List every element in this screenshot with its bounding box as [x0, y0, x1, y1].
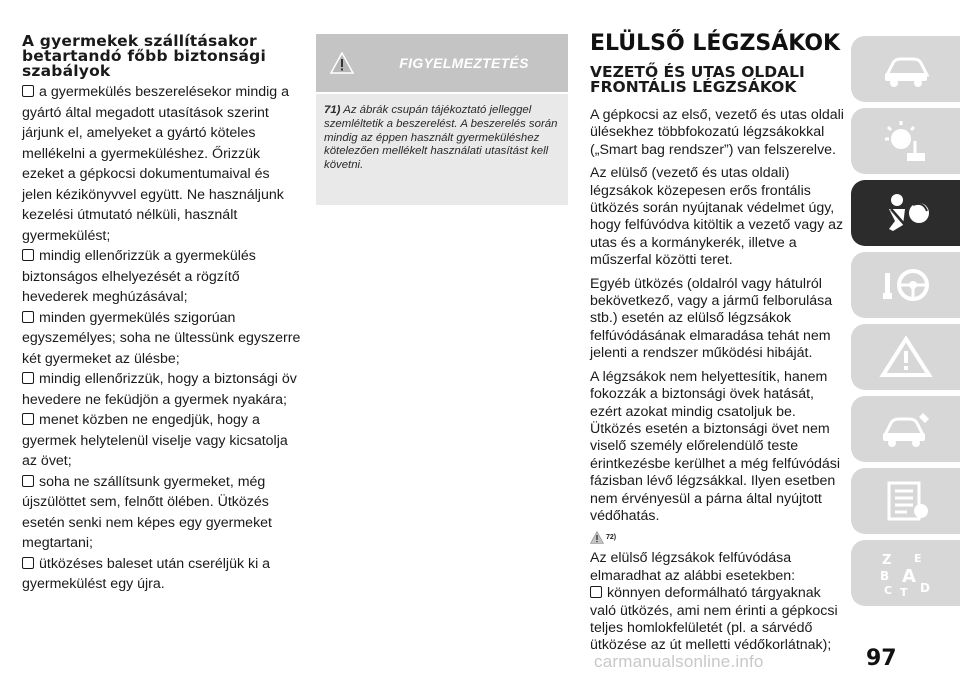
- checkbox-bullet-icon: [22, 413, 34, 425]
- paragraph: A gépkocsi az első, vezető és utas oldali ülésekhez többfokozatú légzsákokkal („Smart bag rendszer”) van felszerelve.: [590, 107, 844, 158]
- reference-number: 72): [606, 534, 617, 542]
- warning-box: [316, 34, 568, 205]
- warning-triangle-icon: [324, 52, 360, 74]
- paragraph: A légzsákok nem helyettesítik, hanem fokozzák a biztonsági övek hatását, ezért azokat mindig csatoljuk be. Ütközés esetén a biztonsági övet nem viselő személy előrelendülő teste érintkezésbe kerülhet a még felfúvódási fázisban lévő légzsákkal. Ilyen esetben nem érvényesül a párna által nyújtott védőhatás.: [590, 368, 840, 524]
- warning-reference[interactable]: [590, 531, 844, 544]
- list-item: mindig ellenőrizzük, hogy a biztonsági öv hevedere ne feküdjön a gyermek nyakára;: [22, 371, 297, 408]
- index-letter: B: [879, 569, 889, 583]
- warning-number: 71): [324, 104, 341, 116]
- chapter-title: ELÜLSŐ LÉGZSÁKOK: [590, 31, 841, 56]
- index-letter: C: [883, 584, 892, 597]
- paragraph: Az elülső (vezető és utas oldali) légzsákok közepesen erős frontális ütközés során nyújtanak védelmet úgy, hogy felfúvódva kitöltik a vezető vagy az utas és a kormánykerék, illetve a műszerfal közötti teret.: [590, 165, 844, 269]
- page-number: 97: [866, 646, 897, 671]
- checkbox-bullet-icon: [22, 557, 34, 569]
- list-item: ütközéses baleset után cseréljük ki a gyermekülést egy újra.: [22, 555, 271, 592]
- section-heading: A gyermekek szállításakor betartandó főbb biztonsági szabályok: [22, 32, 266, 80]
- index-letter: D: [919, 581, 930, 595]
- index-letter: A: [901, 566, 916, 587]
- checkbox-bullet-icon: [22, 85, 34, 97]
- car-dashboard-icon[interactable]: [851, 36, 960, 102]
- child-safety-section: [22, 34, 302, 595]
- list-item: könnyen deformálható tárgyaknak való ütközés, ami nem érinti a gépkocsi teljes homlokfelületét (pl. a sárvédő ütközése az út melletti védőkorlátnak);: [590, 585, 838, 654]
- list-item: minden gyermekülés szigorúan egyszemélyes; soha ne ültessünk egyszerre két gyermeket az ülésbe;: [22, 309, 301, 367]
- chapter-index-sidebar: [851, 36, 960, 612]
- checkbox-bullet-icon: [22, 475, 34, 487]
- list-item: soha ne szállítsunk gyermeket, még újszülöttet sem, felnőtt ölében. Ütközés esetén senki nem képes egy gyermeket megtartani;: [22, 473, 272, 551]
- warning-triangle-icon[interactable]: [851, 324, 960, 390]
- warning-header: [316, 34, 568, 92]
- bullet-list: [22, 82, 302, 595]
- warning-title: FIGYELMEZTETÉS: [399, 55, 529, 71]
- seatbelt-airbag-icon[interactable]: [851, 180, 960, 246]
- warning-body: [316, 92, 568, 205]
- steering-wheel-icon[interactable]: [851, 252, 960, 318]
- specs-list-icon[interactable]: [851, 468, 960, 534]
- checkbox-bullet-icon: [22, 249, 34, 261]
- index-letter: E: [913, 552, 922, 565]
- watermark: carmanualsonline.info: [594, 652, 764, 671]
- list-item: mindig ellenőrizzük a gyermekülés biztonságos elhelyezését a rögzítő hevederek meghúzásával;: [22, 248, 256, 305]
- checkbox-bullet-icon: [22, 372, 34, 384]
- list-item: menet közben ne engedjük, hogy a gyermek helytelenül viselje vagy kicsatolja az övet;: [22, 412, 288, 469]
- checkbox-bullet-icon: [22, 311, 34, 323]
- warning-text: Az ábrák csupán tájékoztató jelleggel szemléltetik a beszerelést. A beszerelés során mindig az éppen használt gyermeküléshez kötelezően mellékelt használati utasítást kell követni.: [324, 104, 558, 172]
- warning-triangle-icon: [590, 531, 604, 544]
- index-letter: T: [899, 586, 908, 598]
- lights-icon[interactable]: [851, 108, 960, 174]
- index-letters-icon[interactable]: [851, 540, 960, 606]
- paragraph: Az elülső légzsákok felfúvódása elmaradhat az alábbi esetekben:: [590, 550, 796, 584]
- service-car-icon[interactable]: [851, 396, 960, 462]
- list-item: a gyermekülés beszerelésekor mindig a gyártó által megadott utasítások szerint járjunk el, amelyeket a gyártó köteles mellékelni a gyermeküléshez. Őrizzük ezeket a gépkocsi dokumentumaival és jelen kézikönyvvel együtt. Ne használjunk kezelési útmutató nélküli, használt gyermekülést;: [22, 84, 289, 244]
- checkbox-bullet-icon: [590, 586, 602, 598]
- section-subtitle: VEZETŐ ÉS UTAS OLDALI FRONTÁLIS LÉGZSÁKOK: [590, 63, 805, 96]
- airbag-section: [590, 31, 844, 661]
- index-letter: Z: [881, 553, 891, 568]
- paragraph: Egyéb ütközés (oldalról vagy hátulról bekövetkező, vagy a jármű felborulása stb.) esetén az elülső légzsákok felfúvódásának elmaradása tehát nem jelenti a rendszer működési hibáját.: [590, 275, 833, 362]
